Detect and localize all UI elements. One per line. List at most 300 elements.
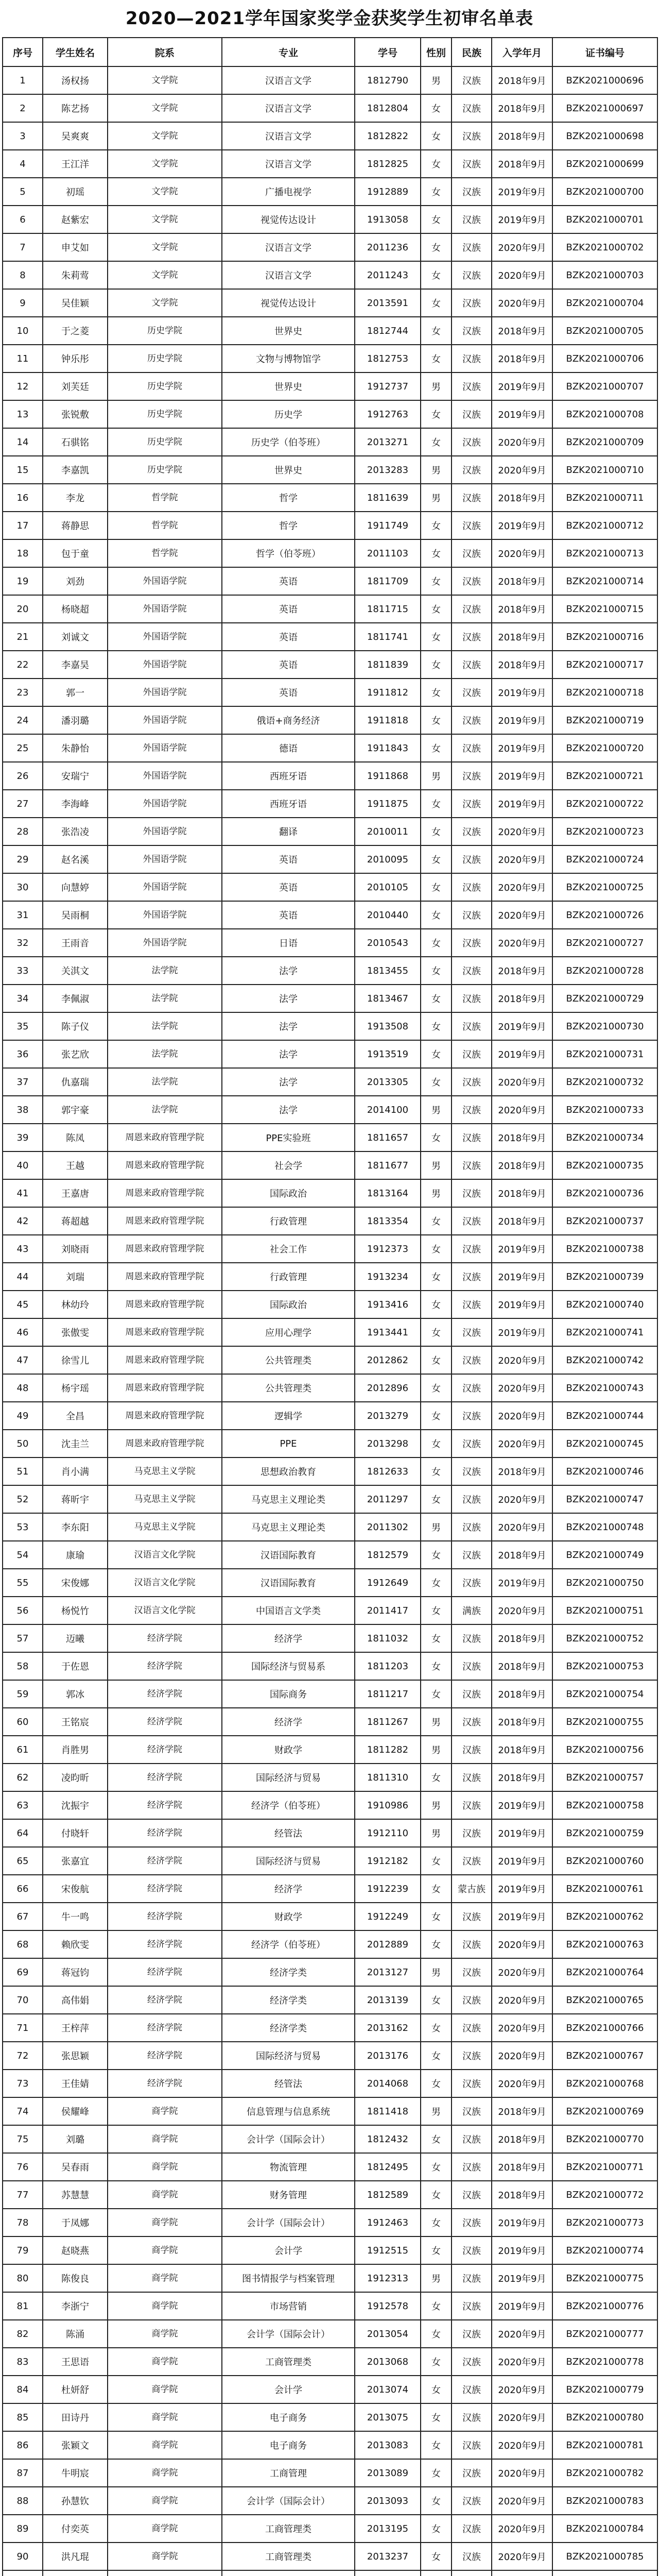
cell-department: 汉语言文化学院 — [108, 1597, 222, 1624]
cell-student-id: 2013068 — [355, 2348, 421, 2376]
cell-certificate: BZK2021000779 — [552, 2376, 657, 2403]
cell-certificate: BZK2021000711 — [552, 484, 657, 512]
cell-student-id: 2014100 — [355, 1096, 421, 1124]
cell-major: 日语 — [222, 929, 355, 957]
cell-enrollment: 2018年9月 — [492, 957, 552, 985]
cell-department: 外国语学院 — [108, 762, 222, 790]
table-row — [3, 2097, 657, 2125]
cell-certificate: BZK2021000713 — [552, 539, 657, 567]
cell-index: 35 — [3, 1012, 43, 1040]
cell-ethnicity: 汉族 — [452, 1346, 492, 1374]
cell-ethnicity: 汉族 — [452, 1263, 492, 1291]
table-row — [3, 2570, 657, 2576]
cell-gender: 女 — [421, 345, 452, 372]
cell-enrollment: 2018年9月 — [492, 66, 552, 94]
cell-index: 58 — [3, 1652, 43, 1680]
table-row — [3, 706, 657, 734]
cell-department: 商学院 — [108, 2181, 222, 2209]
cell-student-id: 1812495 — [355, 2153, 421, 2181]
cell-student-id: 2013162 — [355, 2014, 421, 2042]
cell-ethnicity: 汉族 — [452, 1819, 492, 1847]
cell-major: 工商管理类 — [222, 2348, 355, 2376]
table-row — [3, 1680, 657, 1708]
cell-major: 世界史 — [222, 372, 355, 400]
cell-certificate: BZK2021000774 — [552, 2236, 657, 2264]
cell-major: 行政管理 — [222, 1263, 355, 1291]
cell-index: 70 — [3, 1986, 43, 2014]
cell-ethnicity: 汉族 — [452, 1207, 492, 1235]
cell-major: 文物与博物馆学 — [222, 345, 355, 372]
column-header-index: 序号 — [3, 38, 43, 66]
cell-student-id: 1812804 — [355, 94, 421, 122]
cell-gender: 女 — [421, 150, 452, 178]
cell-index: 57 — [3, 1624, 43, 1652]
cell-department: 经济学院 — [108, 1986, 222, 2014]
cell-index: 76 — [3, 2153, 43, 2181]
cell-student-name: 刘瑞 — [43, 1263, 108, 1291]
cell-enrollment: 2020年9月 — [492, 1986, 552, 2014]
table-row — [3, 1513, 657, 1541]
cell-certificate: BZK2021000762 — [552, 1903, 657, 1930]
cell-student-name: 包于童 — [43, 539, 108, 567]
cell-major: 汉语国际教育 — [222, 1569, 355, 1597]
cell-index: 22 — [3, 651, 43, 679]
cell-student-id: 1913519 — [355, 1040, 421, 1068]
cell-certificate: BZK2021000754 — [552, 1680, 657, 1708]
cell-enrollment: 2020年9月 — [492, 873, 552, 901]
cell-index: 30 — [3, 873, 43, 901]
cell-ethnicity: 汉族 — [452, 1903, 492, 1930]
cell-student-name: 凌昀昕 — [43, 1764, 108, 1791]
cell-enrollment: 2019年9月 — [492, 400, 552, 428]
cell-gender: 男 — [421, 1958, 452, 1986]
cell-certificate: BZK2021000772 — [552, 2181, 657, 2209]
cell-student-id: 2013237 — [355, 2543, 421, 2570]
table-row — [3, 734, 657, 762]
cell-gender: 女 — [421, 623, 452, 651]
cell-certificate: BZK2021000726 — [552, 901, 657, 929]
cell-certificate: BZK2021000745 — [552, 1430, 657, 1458]
cell-student-name: 朱静怡 — [43, 734, 108, 762]
cell-certificate: BZK2021000733 — [552, 1096, 657, 1124]
cell-index: 79 — [3, 2236, 43, 2264]
cell-department: 周恩来政府管理学院 — [108, 1124, 222, 1151]
cell-student-id: 2013075 — [355, 2403, 421, 2431]
cell-student-name: 李嘉昊 — [43, 651, 108, 679]
table-row — [3, 539, 657, 567]
cell-student-id: 1812790 — [355, 66, 421, 94]
cell-index: 33 — [3, 957, 43, 985]
cell-student-name: 付奕英 — [43, 2515, 108, 2543]
cell-index: 48 — [3, 1374, 43, 1402]
cell-gender: 女 — [421, 2209, 452, 2236]
table-row — [3, 2376, 657, 2403]
cell-major: 法学 — [222, 985, 355, 1012]
table-row — [3, 873, 657, 901]
cell-major: 国际经济与贸易 — [222, 1847, 355, 1875]
table-row — [3, 512, 657, 539]
cell-gender: 女 — [421, 1930, 452, 1958]
cell-major: 会计学 — [222, 2376, 355, 2403]
cell-student-id: 2013176 — [355, 2042, 421, 2070]
cell-index: 16 — [3, 484, 43, 512]
column-header-ethnicity: 民族 — [452, 38, 492, 66]
cell-ethnicity: 汉族 — [452, 1652, 492, 1680]
cell-ethnicity: 汉族 — [452, 1430, 492, 1458]
cell-gender: 女 — [421, 2403, 452, 2431]
cell-student-id: 1912515 — [355, 2236, 421, 2264]
cell-ethnicity: 汉族 — [452, 1374, 492, 1402]
cell-department: 周恩来政府管理学院 — [108, 1151, 222, 1179]
table-row — [3, 1986, 657, 2014]
cell-certificate: BZK2021000775 — [552, 2264, 657, 2292]
cell-student-id: 2013591 — [355, 289, 421, 317]
cell-index: 7 — [3, 233, 43, 261]
cell-major: 物流管理 — [222, 2153, 355, 2181]
cell-index: 4 — [3, 150, 43, 178]
cell-certificate: BZK2021000744 — [552, 1402, 657, 1430]
cell-student-name: 苏慧慧 — [43, 2181, 108, 2209]
cell-major: 财政学 — [222, 1903, 355, 1930]
cell-department: 法学院 — [108, 985, 222, 1012]
cell-index: 40 — [3, 1151, 43, 1179]
cell-gender: 男 — [421, 1708, 452, 1736]
cell-enrollment: 2019年9月 — [492, 512, 552, 539]
cell-enrollment: 2019年9月 — [492, 679, 552, 706]
cell-gender: 女 — [421, 985, 452, 1012]
cell-major: 工商管理类 — [222, 2515, 355, 2543]
cell-certificate: BZK2021000722 — [552, 790, 657, 818]
cell-major: 西班牙语 — [222, 790, 355, 818]
cell-student-id: 1912737 — [355, 372, 421, 400]
cell-student-id: 2011103 — [355, 539, 421, 567]
cell-major: 汉语言文学 — [222, 94, 355, 122]
cell-department: 哲学院 — [108, 484, 222, 512]
table-row — [3, 567, 657, 595]
cell-student-name: 李嘉凯 — [43, 456, 108, 484]
cell-ethnicity: 汉族 — [452, 873, 492, 901]
cell-enrollment: 2020年9月 — [492, 1346, 552, 1374]
column-header-major: 专业 — [222, 38, 355, 66]
cell-index: 65 — [3, 1847, 43, 1875]
cell-gender: 女 — [421, 1291, 452, 1318]
cell-student-name: 全昌 — [43, 1402, 108, 1430]
table-row — [3, 1402, 657, 1430]
cell-certificate: BZK2021000782 — [552, 2459, 657, 2487]
cell-enrollment: 2018年9月 — [492, 623, 552, 651]
cell-student-name: 侯耀峰 — [43, 2097, 108, 2125]
cell-ethnicity: 汉族 — [452, 1847, 492, 1875]
cell-gender: 女 — [421, 317, 452, 345]
cell-enrollment: 2018年9月 — [492, 651, 552, 679]
cell-gender: 女 — [421, 2292, 452, 2320]
cell-index: 41 — [3, 1179, 43, 1207]
cell-enrollment: 2019年9月 — [492, 734, 552, 762]
cell-student-id: 2013298 — [355, 1430, 421, 1458]
cell-student-id: 1912649 — [355, 1569, 421, 1597]
cell-ethnicity: 汉族 — [452, 1958, 492, 1986]
cell-gender: 女 — [421, 1485, 452, 1513]
cell-certificate: BZK2021000721 — [552, 762, 657, 790]
cell-department: 经济学院 — [108, 1736, 222, 1764]
table-row — [3, 317, 657, 345]
cell-student-id: 1811282 — [355, 1736, 421, 1764]
cell-student-id: 1911818 — [355, 706, 421, 734]
cell-gender: 男 — [421, 484, 452, 512]
cell-department: 商学院 — [108, 2431, 222, 2459]
cell-enrollment: 2018年9月 — [492, 1652, 552, 1680]
cell-department: 文学院 — [108, 178, 222, 206]
cell-index: 8 — [3, 261, 43, 289]
cell-major: 法学 — [222, 1096, 355, 1124]
cell-gender: 女 — [421, 651, 452, 679]
cell-gender: 女 — [421, 1541, 452, 1569]
cell-gender: 女 — [421, 122, 452, 150]
cell-certificate: BZK2021000736 — [552, 1179, 657, 1207]
cell-ethnicity: 汉族 — [452, 2403, 492, 2431]
cell-department: 法学院 — [108, 957, 222, 985]
cell-major: 国际政治 — [222, 1291, 355, 1318]
column-header-enrollment: 入学年月 — [492, 38, 552, 66]
table-row — [3, 372, 657, 400]
table-row — [3, 2292, 657, 2320]
cell-major: 汉语言文学 — [222, 233, 355, 261]
cell-certificate: BZK2021000702 — [552, 233, 657, 261]
cell-enrollment: 2020年9月 — [492, 1958, 552, 1986]
cell-major: 国际经济与贸易系 — [222, 1652, 355, 1680]
cell-ethnicity: 汉族 — [452, 1179, 492, 1207]
cell-department: 马克思主义学院 — [108, 1513, 222, 1541]
cell-student-id: 2013127 — [355, 1958, 421, 1986]
cell-enrollment: 2018年9月 — [492, 595, 552, 623]
cell-enrollment: 2019年9月 — [492, 206, 552, 233]
cell-student-id: 1812753 — [355, 345, 421, 372]
cell-gender: 女 — [421, 679, 452, 706]
cell-student-name: 钟乐彤 — [43, 345, 108, 372]
cell-enrollment: 2019年9月 — [492, 1263, 552, 1291]
table-row — [3, 2459, 657, 2487]
cell-student-name: 张浩凌 — [43, 818, 108, 845]
cell-ethnicity: 汉族 — [452, 1124, 492, 1151]
cell-index: 11 — [3, 345, 43, 372]
cell-student-id: 1812579 — [355, 1541, 421, 1569]
cell-ethnicity: 汉族 — [452, 1541, 492, 1569]
cell-certificate: BZK2021000715 — [552, 595, 657, 623]
cell-student-name: 刘劲 — [43, 567, 108, 595]
cell-student-name: 王梓萍 — [43, 2014, 108, 2042]
cell-student-id: 1811657 — [355, 1124, 421, 1151]
cell-certificate: BZK2021000725 — [552, 873, 657, 901]
cell-index: 24 — [3, 706, 43, 734]
cell-department: 周恩来政府管理学院 — [108, 1346, 222, 1374]
table-row — [3, 289, 657, 317]
cell-major: 经管法 — [222, 1819, 355, 1847]
cell-department: 外国语学院 — [108, 901, 222, 929]
cell-department: 外国语学院 — [108, 873, 222, 901]
cell-ethnicity: 汉族 — [452, 1151, 492, 1179]
cell-department: 商学院 — [108, 2209, 222, 2236]
cell-major: 马克思主义理论类 — [222, 1513, 355, 1541]
cell-student-name: 蒋静思 — [43, 512, 108, 539]
cell-ethnicity: 满族 — [452, 1597, 492, 1624]
cell-index: 42 — [3, 1207, 43, 1235]
cell-gender: 女 — [421, 428, 452, 456]
cell-index: 59 — [3, 1680, 43, 1708]
cell-gender: 女 — [421, 1875, 452, 1903]
cell-gender: 女 — [421, 1764, 452, 1791]
cell-department: 经济学院 — [108, 1875, 222, 1903]
cell-major: 英语 — [222, 901, 355, 929]
cell-department: 周恩来政府管理学院 — [108, 1402, 222, 1430]
cell-ethnicity: 汉族 — [452, 790, 492, 818]
cell-student-name: 赵名溪 — [43, 845, 108, 873]
cell-certificate: BZK2021000712 — [552, 512, 657, 539]
cell-major: 行政管理 — [222, 1207, 355, 1235]
cell-student-name: 杨宇瑶 — [43, 1374, 108, 1402]
cell-student-name: 陈涌 — [43, 2320, 108, 2348]
cell-student-name: 沈振宇 — [43, 1791, 108, 1819]
cell-student-id: 2010095 — [355, 845, 421, 873]
cell-index: 44 — [3, 1263, 43, 1291]
cell-index: 78 — [3, 2209, 43, 2236]
cell-student-name: 王雨音 — [43, 929, 108, 957]
cell-student-id: 1912249 — [355, 1903, 421, 1930]
cell-ethnicity: 汉族 — [452, 2153, 492, 2181]
cell-department: 文学院 — [108, 206, 222, 233]
cell-student-name: 安瑞宁 — [43, 762, 108, 790]
cell-gender: 男 — [421, 1791, 452, 1819]
cell-index: 85 — [3, 2403, 43, 2431]
cell-ethnicity: 汉族 — [452, 178, 492, 206]
cell-gender: 女 — [421, 818, 452, 845]
cell-student-name: 宋俊娜 — [43, 1569, 108, 1597]
cell-index: 14 — [3, 428, 43, 456]
cell-student-id: 1911868 — [355, 762, 421, 790]
cell-ethnicity: 汉族 — [452, 512, 492, 539]
cell-enrollment: 2020年9月 — [492, 2376, 552, 2403]
cell-department: 外国语学院 — [108, 567, 222, 595]
cell-enrollment: 2020年9月 — [492, 929, 552, 957]
cell-ethnicity: 汉族 — [452, 957, 492, 985]
cell-student-name: 于凤娜 — [43, 2209, 108, 2236]
cell-ethnicity: 汉族 — [452, 206, 492, 233]
table-row — [3, 1179, 657, 1207]
cell-major: 汉语言文学 — [222, 261, 355, 289]
cell-student-name: 赵晓燕 — [43, 2236, 108, 2264]
cell-major: 汉语国际教育 — [222, 1541, 355, 1569]
cell-enrollment: 2020年9月 — [492, 1430, 552, 1458]
cell-student-name: 张傲雯 — [43, 1318, 108, 1346]
cell-department: 外国语学院 — [108, 623, 222, 651]
cell-ethnicity: 汉族 — [452, 1485, 492, 1513]
cell-certificate: BZK2021000737 — [552, 1207, 657, 1235]
cell-department: 文学院 — [108, 150, 222, 178]
cell-certificate: BZK2021000780 — [552, 2403, 657, 2431]
cell-ethnicity: 汉族 — [452, 2209, 492, 2236]
cell-enrollment: 2020年9月 — [492, 2320, 552, 2348]
cell-student-name: 郭冰 — [43, 1680, 108, 1708]
cell-department: 经济学院 — [108, 1958, 222, 1986]
cell-student-name: 刘诚文 — [43, 623, 108, 651]
cell-index — [3, 2570, 43, 2576]
cell-major: 世界史 — [222, 456, 355, 484]
cell-major: PPE — [222, 1430, 355, 1458]
table-row — [3, 1764, 657, 1791]
cell-enrollment: 2019年9月 — [492, 2209, 552, 2236]
cell-department: 周恩来政府管理学院 — [108, 1291, 222, 1318]
scholarship-table — [2, 37, 658, 2576]
table-row — [3, 1430, 657, 1458]
cell-student-id: 2013089 — [355, 2459, 421, 2487]
cell-student-id: 1811741 — [355, 623, 421, 651]
cell-student-id: 1813354 — [355, 1207, 421, 1235]
cell-student-name: 郭一 — [43, 679, 108, 706]
cell-enrollment: 2018年9月 — [492, 1736, 552, 1764]
cell-student-id: 1813164 — [355, 1179, 421, 1207]
cell-index: 53 — [3, 1513, 43, 1541]
cell-student-id: 1913058 — [355, 206, 421, 233]
cell-enrollment: 2019年9月 — [492, 762, 552, 790]
cell-ethnicity: 汉族 — [452, 233, 492, 261]
cell-department: 商学院 — [108, 2487, 222, 2515]
cell-student-id: 1912578 — [355, 2292, 421, 2320]
cell-certificate: BZK2021000757 — [552, 1764, 657, 1791]
cell-major: 经济学 — [222, 1875, 355, 1903]
table-row — [3, 122, 657, 150]
cell-enrollment: 2019年9月 — [492, 178, 552, 206]
cell-gender: 女 — [421, 1624, 452, 1652]
cell-enrollment: 2020年9月 — [492, 845, 552, 873]
table-row — [3, 1569, 657, 1597]
cell-gender: 女 — [421, 178, 452, 206]
cell-department: 周恩来政府管理学院 — [108, 1374, 222, 1402]
cell-student-id: 2011302 — [355, 1513, 421, 1541]
cell-gender: 女 — [421, 512, 452, 539]
cell-ethnicity: 汉族 — [452, 428, 492, 456]
cell-index: 50 — [3, 1430, 43, 1458]
cell-student-name: 蒋冠钧 — [43, 1958, 108, 1986]
cell-gender: 男 — [421, 2097, 452, 2125]
cell-index: 54 — [3, 1541, 43, 1569]
cell-student-name: 关淇文 — [43, 957, 108, 985]
cell-student-id: 1913234 — [355, 1263, 421, 1291]
cell-enrollment: 2020年9月 — [492, 2515, 552, 2543]
cell-gender: 女 — [421, 1124, 452, 1151]
cell-certificate: BZK2021000735 — [552, 1151, 657, 1179]
cell-major: 英语 — [222, 679, 355, 706]
cell-student-name: 王嘉唐 — [43, 1179, 108, 1207]
cell-major: 广播电视学 — [222, 178, 355, 206]
cell-certificate: BZK2021000739 — [552, 1263, 657, 1291]
cell-index: 90 — [3, 2543, 43, 2570]
cell-major: 国际经济与贸易 — [222, 2042, 355, 2070]
cell-enrollment: 2019年9月 — [492, 790, 552, 818]
cell-student-name: 张嘉宜 — [43, 1847, 108, 1875]
cell-enrollment: 2018年9月 — [492, 317, 552, 345]
cell-index: 67 — [3, 1903, 43, 1930]
cell-student-id: 2010011 — [355, 818, 421, 845]
cell-student-name: 潘羽璐 — [43, 706, 108, 734]
cell-student-name: 林幼玲 — [43, 1291, 108, 1318]
cell-index: 13 — [3, 400, 43, 428]
cell-student-name: 杨晓超 — [43, 595, 108, 623]
cell-student-name: 陈子仪 — [43, 1012, 108, 1040]
cell-major: 经济学 — [222, 1624, 355, 1652]
cell-certificate: BZK2021000701 — [552, 206, 657, 233]
cell-student-name: 刘璐 — [43, 2125, 108, 2153]
cell-student-name: 王思语 — [43, 2348, 108, 2376]
cell-index: 34 — [3, 985, 43, 1012]
